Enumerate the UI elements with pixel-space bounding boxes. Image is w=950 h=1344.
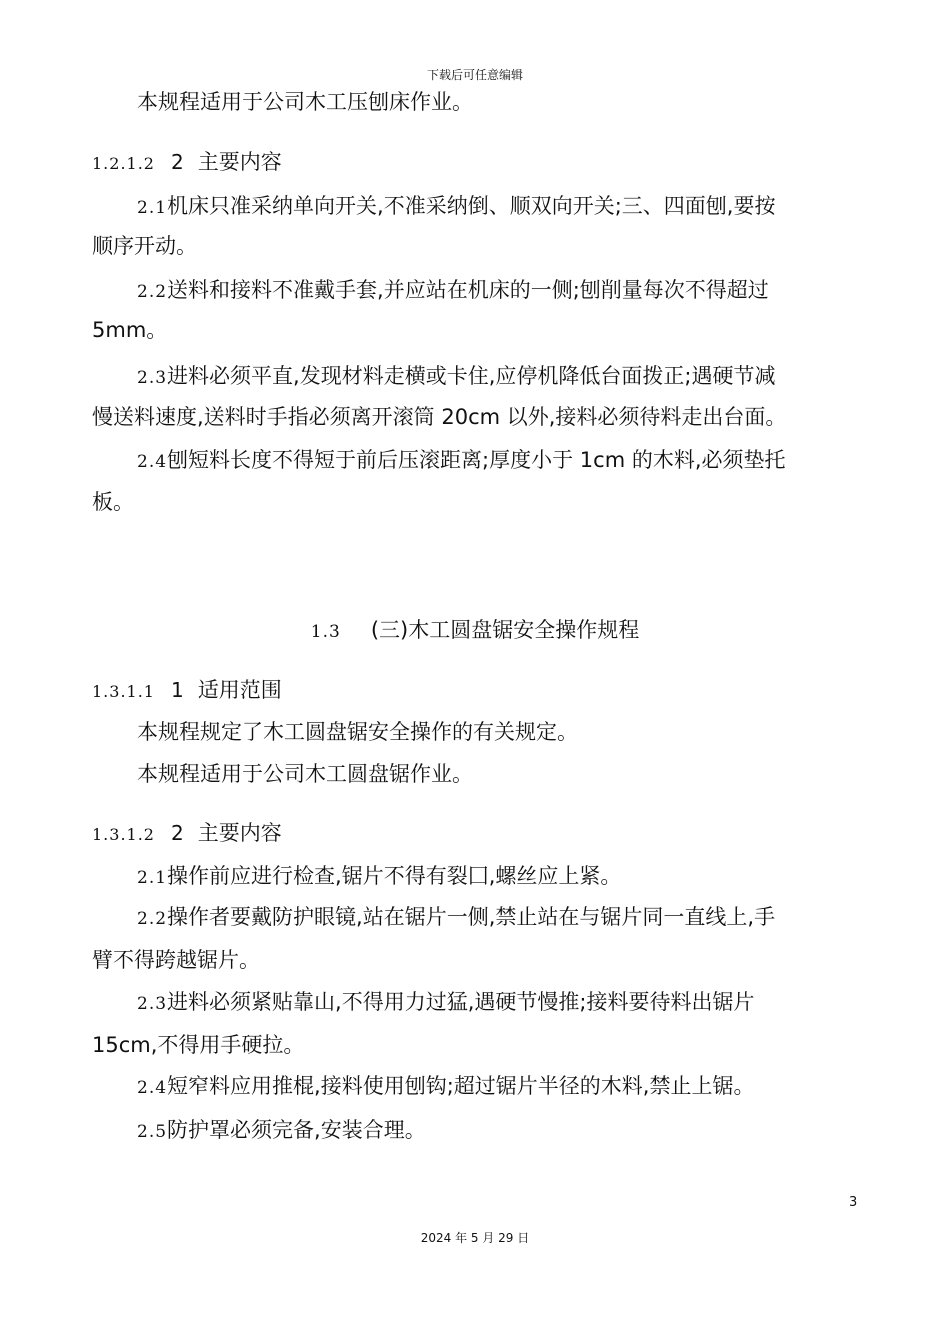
item-text: 操作前应进行检查,锯片不得有裂囗,螺丝应上紧。 [167, 864, 622, 888]
item-number: 2.4 [137, 452, 168, 472]
paragraph-line: 15cm,不得用手硬拉。 [92, 1033, 305, 1057]
item-number: 2.3 [137, 994, 168, 1014]
paragraph-line [92, 862, 862, 892]
item-text: 送料和接料不准戴手套,并应站在机床的一侧;刨削量每次不得超过 [167, 278, 769, 302]
item-text: 刨短料长度不得短于前后压滚距离;厚度小于 1cm 的木料,必须垫托 [167, 448, 786, 472]
section-title-text: (三)木工圆盘锯安全操作规程 [370, 618, 640, 642]
item-number: 2.2 [137, 282, 168, 302]
page-header: 下载后可任意编辑 [426, 68, 523, 82]
item-number: 2.4 [137, 1078, 168, 1098]
page-number: 3 [849, 1195, 858, 1210]
paragraph-line: 臂不得跨越锯片。 [92, 948, 260, 972]
section-heading-1-3-1-2 [92, 819, 282, 849]
heading-number: 1.3.1.2 [92, 825, 155, 844]
item-text: 操作者要戴防护眼镜,站在锯片一侧,禁止站在与锯片同一直线上,手 [167, 905, 776, 929]
item-text: 防护罩必须完备,安装合理。 [167, 1118, 426, 1142]
item-number: 2.1 [137, 198, 168, 218]
heading-title: 适用范围 [197, 678, 282, 702]
heading-index: 2 [170, 821, 184, 845]
paragraph-line [92, 276, 862, 306]
item-number: 2.2 [137, 909, 168, 929]
paragraph-line: 本规程规定了木工圆盘锯安全操作的有关规定。 [137, 720, 578, 744]
paragraph-line [92, 1072, 862, 1102]
paragraph-line [92, 446, 862, 476]
section-heading-1-2-1-2 [92, 148, 282, 178]
heading-number: 1.3.1.1 [92, 682, 155, 701]
paragraph-line: 5mm。 [92, 318, 168, 342]
heading-index: 1 [170, 678, 184, 702]
section-heading-1-3-1-1 [92, 676, 282, 706]
section-title [0, 616, 950, 646]
paragraph-line [92, 1116, 862, 1146]
paragraph-line: 慢送料速度,送料时手指必须离开滚筒 20cm 以外,接料必须待料走出台面。 [92, 405, 787, 429]
item-text: 机床只准采纳单向开关,不准采纳倒、顺双向开关;三、四面刨,要按 [167, 194, 776, 218]
paragraph-line: 顺序开动。 [92, 234, 197, 258]
heading-title: 主要内容 [197, 821, 282, 845]
item-number: 2.1 [137, 868, 168, 888]
paragraph-line [92, 988, 862, 1018]
item-text: 进料必须紧贴靠山,不得用力过猛,遇硬节慢推;接料要待料出锯片 [167, 990, 755, 1014]
paragraph-line [92, 362, 862, 392]
heading-title: 主要内容 [197, 150, 282, 174]
item-text: 短窄料应用推棍,接料使用刨钩;超过锯片半径的木料,禁止上锯。 [167, 1074, 755, 1098]
paragraph-line [92, 192, 862, 222]
heading-number: 1.2.1.2 [92, 154, 155, 173]
heading-index: 2 [170, 150, 184, 174]
section-number: 1.3 [310, 622, 341, 642]
intro-line: 本规程适用于公司木工压刨床作业。 [137, 90, 473, 114]
item-number: 2.5 [137, 1122, 168, 1142]
item-text: 进料必须平直,发现材料走横或卡住,应停机降低台面拨正;遇硬节减 [167, 364, 776, 388]
item-number: 2.3 [137, 368, 168, 388]
paragraph-line: 板。 [92, 490, 134, 514]
page-footer-date: 2024 年 5 月 29 日 [420, 1231, 530, 1245]
paragraph-line: 本规程适用于公司木工圆盘锯作业。 [137, 762, 473, 786]
paragraph-line [92, 903, 862, 933]
